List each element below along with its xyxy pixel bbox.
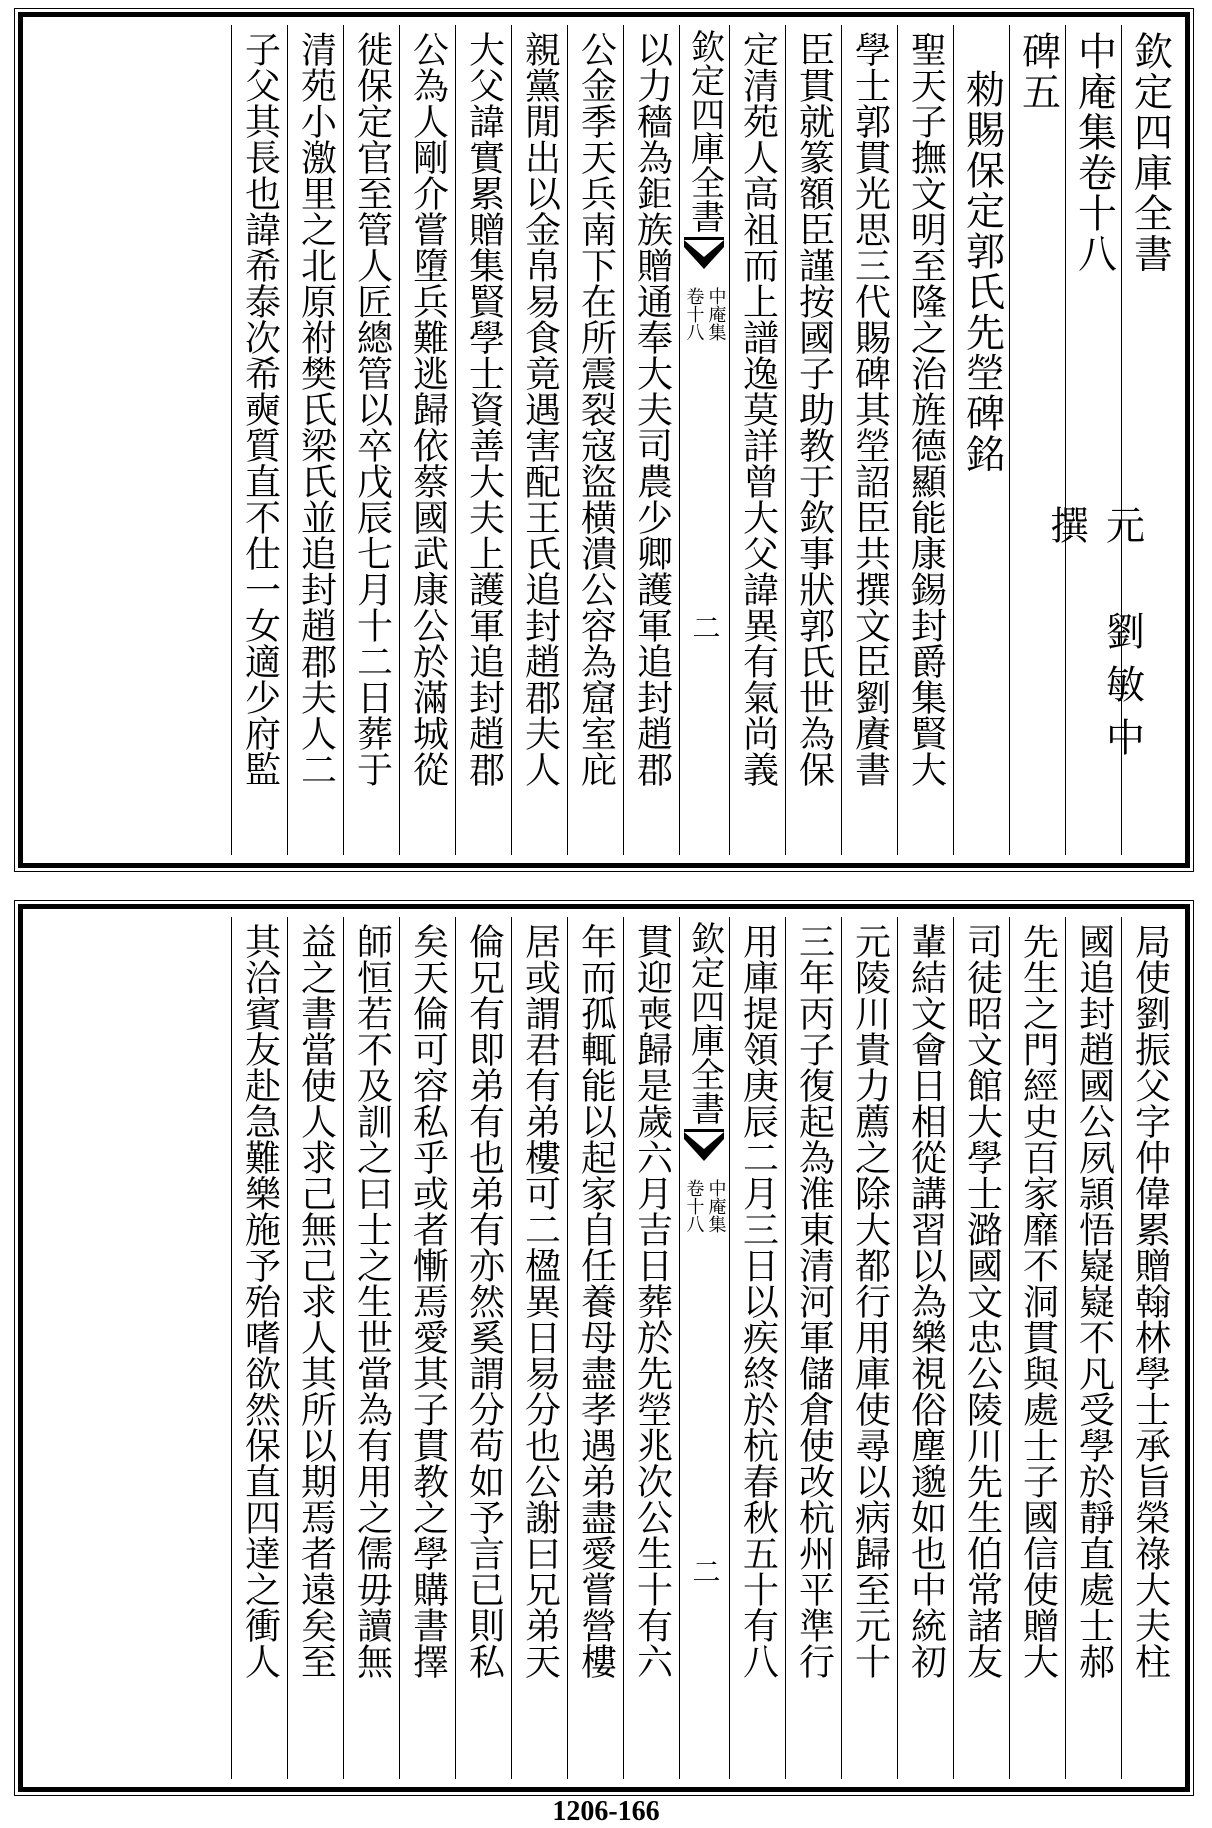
column-text: 局使劉振父字仲偉累贈翰林學士承旨榮祿大夫柱	[1129, 923, 1171, 1679]
fishtail-mark-icon	[684, 1129, 724, 1165]
column-text: 其洽賓友赴急難樂施予殆嗜欲然保直四達之衝人	[239, 923, 281, 1679]
text-column	[1009, 917, 1065, 1779]
column-text: 定清苑人高祖而上譜逸莫詳曾大父諱異有氣尚義	[737, 31, 779, 787]
text-column	[897, 917, 953, 1779]
text-column	[623, 917, 679, 1779]
author-line: 元 劉敏中 撰	[1043, 505, 1145, 823]
upper-columns	[31, 25, 1177, 855]
column-text: 公為人剛介嘗墮兵難逃歸依蔡國武康公於滿城從	[407, 31, 449, 787]
column-text: 矣天倫可容私乎或者慚焉愛其子貫教之學購書擇	[407, 923, 449, 1679]
text-column	[567, 917, 623, 1779]
column-text: 國追封趙國公夙頴悟嶷嶷不凡受學於靜直處士郝	[1073, 923, 1115, 1679]
page-number-footer: 1206-166	[552, 1796, 660, 1827]
text-column	[455, 25, 511, 855]
fishtail-mark-icon	[684, 237, 724, 273]
text-column	[399, 25, 455, 855]
column-text: 先生之門經史百家靡不洞貫與處士子國信使贈大	[1017, 923, 1059, 1679]
column-text: 貫迎喪歸是歲六月吉日葬於先塋兆次公生十有六	[631, 923, 673, 1679]
text-column	[455, 917, 511, 1779]
text-column	[897, 25, 953, 855]
fold-center-column	[679, 25, 729, 855]
column-text: 親黨閒出以金帛易食竟遇害配王氏追封趙郡夫人	[519, 31, 561, 787]
column-text: 師恒若不及訓之曰士之生世當為有用之儒毋讀無	[351, 923, 393, 1679]
text-column	[1009, 25, 1065, 855]
text-column	[567, 25, 623, 855]
fold-center-column	[679, 917, 729, 1779]
text-column	[511, 25, 567, 855]
text-column	[511, 917, 567, 1779]
column-text: 欽定四庫全書	[1127, 31, 1173, 274]
text-column	[399, 917, 455, 1779]
upper-page	[18, 12, 1190, 868]
column-text: 元陵川貴力薦之除大都行用庫使尋以病歸至元十	[849, 923, 891, 1679]
column-text: 聖天子撫文明至隆之治旌德顯能康錫封爵集賢大	[905, 31, 947, 787]
column-text: 臣貫就篆額臣謹按國子助教于欽事狀郭氏世為保	[793, 31, 835, 787]
center-sub-title: 中庵集	[705, 1179, 727, 1233]
center-sub-title: 中庵集	[705, 287, 727, 341]
center-subtitle	[684, 287, 726, 341]
inscription-title: 勑賜保定郭氏先塋碑銘	[959, 69, 1005, 474]
text-column	[1121, 917, 1177, 1779]
center-sub-volume: 卷十八	[683, 1179, 705, 1233]
text-column	[1043, 25, 1145, 855]
text-column	[623, 25, 679, 855]
text-column	[729, 25, 785, 855]
column-text: 公金季天兵南下在所震裂寇盜横潰公容為窟室庇	[575, 31, 617, 787]
text-column	[785, 917, 841, 1779]
text-column	[1065, 917, 1121, 1779]
folio-number: 二	[688, 613, 722, 641]
text-column	[953, 25, 1009, 855]
lower-page	[18, 904, 1190, 1792]
column-text: 用庫提領庚辰二月三日以疾終於杭春秋五十有八	[737, 923, 779, 1679]
lower-columns	[31, 917, 1177, 1779]
column-text: 子父其長也諱希泰次希奭質直不仕一女適少府監	[239, 31, 281, 787]
center-sub-volume: 卷十八	[683, 287, 705, 341]
text-column	[231, 917, 287, 1779]
column-text: 以力穡為鉅族贈通奉大夫司農少卿護軍追封趙郡	[631, 31, 673, 787]
text-column	[953, 917, 1009, 1779]
center-title: 欽定四庫全書	[684, 29, 725, 233]
center-subtitle	[684, 1179, 726, 1233]
column-text: 司徒昭文館大學士潞國文忠公陵川先生伯常諸友	[961, 923, 1003, 1679]
text-column	[841, 25, 897, 855]
column-text: 倫兄有即弟有也弟有亦然奚謂分苟如予言已則私	[463, 923, 505, 1679]
column-text: 居或謂君有弟樓可二楹異日易分也公謝曰兄弟天	[519, 923, 561, 1679]
text-column	[841, 917, 897, 1779]
folio-number: 二	[688, 1557, 722, 1585]
text-column	[729, 917, 785, 1779]
text-column	[231, 25, 287, 855]
text-column	[785, 25, 841, 855]
column-text: 大父諱實累贈集賢學士資善大夫上護軍追封趙郡	[463, 31, 505, 787]
column-text: 益之書當使人求己無己求人其所以期焉者遠矣至	[295, 923, 337, 1679]
column-text: 學士郭貫光思三代賜碑其塋詔臣共撰文臣劉賡書	[849, 31, 891, 787]
text-column	[343, 917, 399, 1779]
column-text: 徙保定官至管人匠總管以卒戊辰七月十二日葬于	[351, 31, 393, 787]
column-text: 三年丙子復起為淮東清河軍儲倉使改杭州平準行	[793, 923, 835, 1679]
column-text: 清苑小激里之北原祔樊氏梁氏並追封趙郡夫人二	[295, 31, 337, 787]
center-title: 欽定四庫全書	[684, 921, 725, 1125]
text-column	[287, 25, 343, 855]
text-column	[343, 25, 399, 855]
text-column	[287, 917, 343, 1779]
column-text: 輩結文會日相從講習以為樂視俗塵邈如也中統初	[905, 923, 947, 1679]
volume-title: 中庵集卷十八	[1071, 31, 1117, 274]
column-text: 年而孤輒能以起家自任養母盡孝遇弟盡愛嘗營樓	[575, 923, 617, 1679]
section-title: 碑五	[1015, 31, 1061, 112]
